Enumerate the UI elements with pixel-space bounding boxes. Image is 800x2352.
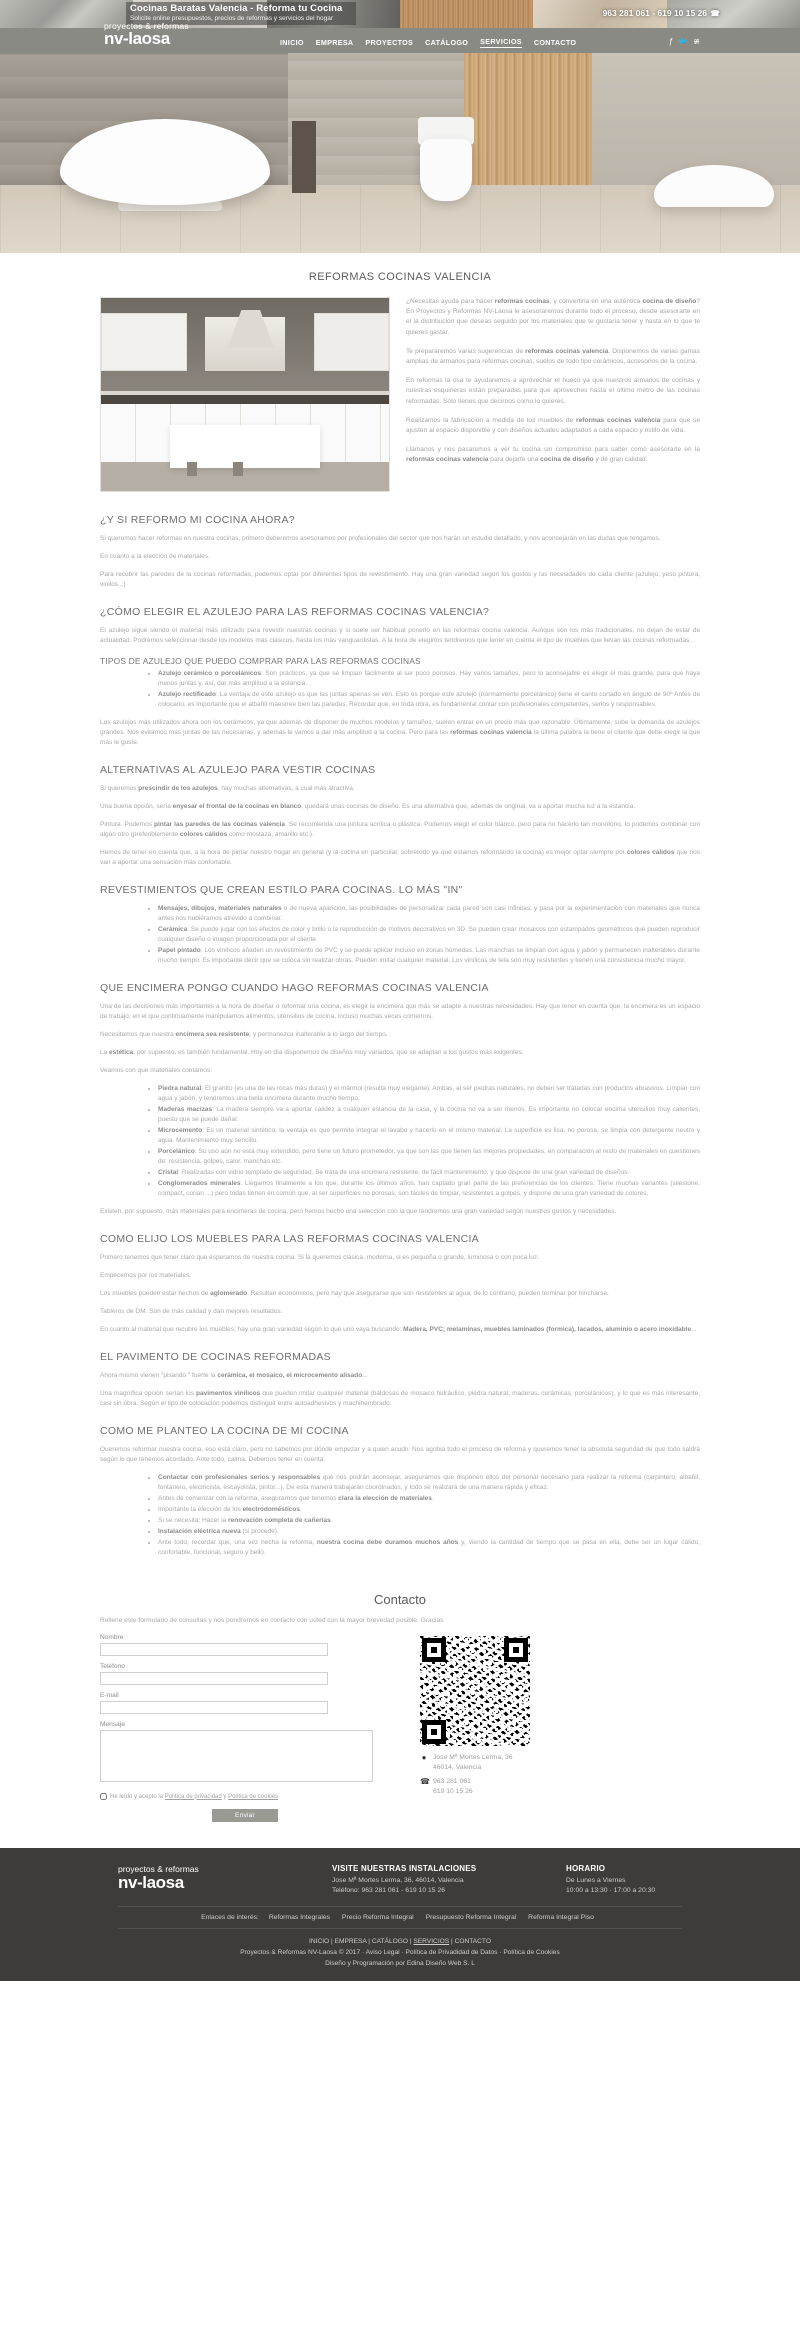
footer-copyright: Proyectos & Reformas NV-Laosa © 2017 · Aviso Legal · Política de Privadidad de Datos · Política de Cookies [240,1949,560,1956]
list-item: • Mensajes, dibujos, materiales naturales o de nueva aparición, las posibilidades de personalizar cada pared son casi infinitas, y pasa por la experimentación con materiales que nunca antes nos hubiéramos atrevido a combinar. [158,904,700,924]
section-paragraph: Hemos de tener en cuenta que, a la hora de pintar nuestro hogar en general (y la cocina en particular, sobretodo ya que estamos reformando la cocina) es mejor optar siempre por colores cálidos que nos van a aportar una sensación más confortable. [100,849,700,866]
list-item: • Ante todo, recordar que, una vez hecha la reforma, nuestra cocina debe duramos muchos años y, viendo la cantidad de tiempo que se pasa en ella, debe ser un lugar cálido, confortable, funcional, seguro y bello. [158,1538,700,1558]
section-heading: QUE ENCIMERA PONGO CUANDO HAGO REFORMAS COCINAS VALENCIA [100,982,489,994]
toilet-shape [420,139,472,201]
footer-link-reforma-piso[interactable]: Reforma Integral Piso [528,1914,594,1921]
qr-code [420,1636,530,1746]
section-paragraph: Veamos con que materiales contamos: [100,1067,213,1074]
banner-subtitle: Solicite online presupuestos, precios de reformas y servicios del hogar [130,15,334,22]
hero-bathroom-image [0,53,800,253]
cookie-policy-link[interactable]: Política de cookies [228,1793,279,1800]
address-text: Jose Mª Mortes Lerma, 36 [433,1754,513,1761]
footer-nav-servicios[interactable]: SERVICIOS [413,1938,450,1945]
list-item: • Cerámica: Se puede jugar con los efectos de color y brillo o la reproducción de motivos decorativos en 3D. Se pueden crear mosaicos con estampados geométricos que pueden reproducir cualquier diseño o imagen proporcionada por el cliente. [158,925,700,945]
list-item: • Azulejo cerámico o porcelánicos: Son prácticos, ya que se limpian fácilmente al ser poco porosos. Hay varios tamaños, pero lo aconsejable es elegir el más grande, para que haya menos juntas y, así, dar más amplitud a la estancia. [158,669,700,689]
contact-form [100,1634,390,1822]
list-item: • Importante la elección de los electrodomésticos. [158,1505,700,1515]
section-heading: COMO ELIJO LOS MUEBLES PARA LAS REFORMAS COCINAS VALENCIA [100,1233,480,1245]
input-nombre[interactable] [100,1643,328,1656]
label-email: E-mail [100,1692,119,1699]
consent-prefix: He leído y acepto la [110,1793,165,1800]
section-paragraph: Necesitamos que nuestra encimera sea resistente, y permanezca inalterable a lo largo del tiempo. [100,1031,388,1038]
site-header [0,21,800,53]
section-bullet-list [100,669,700,710]
nav-item-servicios[interactable]: SERVICIOS [480,37,522,46]
nav-item-empresa[interactable]: EMPRESA [315,38,354,47]
footer-logo[interactable] [118,1864,298,1896]
nav-item-catalogo[interactable]: CATÁLOGO [425,38,469,47]
contact-section [100,1592,700,1822]
section-paragraph: Los muebles pueden estar hechos de aglomerado. Resultan económicos, pero hay que asegurarse que son resistentes al agua, de lo contrario, pueden terminar por hincharse. [100,1290,609,1297]
list-item: • Papel pintado: Los vinílicos añaden un revestimiento de PVC y se puede aplicar incluso en zonas húmedas. Las manchas se limpian con agua y jabón y permanecen inalterables durante mucho tiempo. Es importante decir que se coloca sin realizar obras. Pueden imitar cualquier material. Los vinílicos de tela son muy resistentes y tienen una consistencia mucho mayor. [158,946,700,966]
list-item: • Piedra natural: El granito (es una de las rocas más duras) y el mármol (resulta muy elegante). Ambas, al ser piedras naturales, no deben ser tratadas con productos abrasivos. Limpiar con agua y jabón, y tendremos una bella encimera durante mucho tiempo. [158,1084,700,1104]
section-paragraph: Primero tenemos que tener claro que esperamos de nuestra cocina. Si la queremos clásica, moderna, si es pequeña o grande, luminosa o con poca luz. [100,1254,539,1261]
main-content [100,253,700,1822]
phone-icon: ☎ [710,9,720,18]
section-paragraph: Empecemos por los materiales. [100,1272,192,1279]
section-paragraph: Los azulejos más utilizados ahora son los cerámicos, ya que además de disponer de muchos modelos y tamaños, suelen entrar en un precio más que razonable. Últimamente, sube la demanda de azulejos grandes. Nos evitamos más juntas de las necesarias, y además le vamos a dar más amplitud a la cocina. Pero para las reformas cocinas valencia la última palabra la tiene el cliente que debe elegir la que más le guste. [100,719,700,746]
list-item: • Microcemento: Es un material sintético, la ventaja es que permite integrar el lavabo y hacerlo en el mismo material. La superficie es lisa, no porosa, se limpia con detergente neutro y agua. Mantenimiento muy sencillo. [158,1126,700,1146]
article-sections [100,514,700,1558]
footer-hours-line1: De Lunes a Viernes [566,1877,626,1884]
nav-item-inicio[interactable]: INICIO [280,38,304,47]
list-item: • Azulejo rectificado: La ventaja de este azulejo es que las juntas apenas se ven. Esto es porque este azulejo (normalmente porcelánico) tiene el canto cortado en ángulo de 90º Antes de colocarlo, es importante que el albañil maestree bien las paredes. Recordar que, en toda obra, es fundamental contar con profesionales competentes, serios y responsables. [158,690,700,710]
label-mensaje: Mensaje [100,1721,125,1728]
intro-block [100,297,700,492]
footer-bottom-nav: INICIO | EMPRESA | CATÁLOGO | SERVICIOS | CONTACTO [309,1938,491,1945]
consent-mid: y [221,1793,229,1800]
intro-paragraph: Te prepararemos varias sugerencias de reformas cocinas valencia. Disponemos de varias gamas amplias de armarios para reformas cocinas, suelos de todo tipo cerámicos, accesorios de la cocina. [406,347,700,366]
section-paragraph: En cuanto al material que recubre los muebles, hay una gran variedad según lo que uno vaya buscando: Madera, PVC; melaminas, muebles laminados (formica), lacados, aluminio o acero inoxidable... [100,1326,697,1333]
footer-links-label: Enlaces de interés: [201,1914,259,1921]
section-heading: ¿Y SI REFORMO MI COCINA AHORA? [100,514,295,526]
nav-item-contacto[interactable]: CONTACTO [533,38,577,47]
footer-bottom [100,1929,700,1969]
section-paragraph: El azulejo sigue siendo el material más utilizado para revestir nuestras cocinas y si suele ser habitual ponerlo en las reformas cocina valencia. Aunque son los más tradicionales, no dejan de estar de actualidad. Podremos seleccionar desde los modelos más clásicos, hasta los más vanguardistas. A la hora de elegirlos tendremos que tener en cuenta el tipo de muebles que llevan las cocinas reformadas. [100,627,700,644]
consent-checkbox[interactable] [100,1793,107,1800]
footer-link-reformas-integrales[interactable]: Reformas Integrales [268,1914,331,1921]
footer-hours-title: HORARIO [566,1864,606,1873]
list-item: • Antes de comenzar con la reforma, asegurarnos que tenemos clara la elección de materiales. [158,1494,700,1504]
footer-interest-links [100,1907,700,1928]
kitchen-photo [100,297,390,492]
address-city: 46014, Valencia [433,1764,482,1771]
footer-address-line2: Teléfono: 963 281 061 - 619 10 15 26 [332,1887,445,1894]
banner-phone-numbers[interactable] [603,8,720,18]
privacy-policy-link[interactable]: Política de privacidad [164,1793,222,1800]
footer-address-title: VISITE NUESTRAS INSTALACIONES [332,1864,477,1873]
site-footer [0,1848,800,1981]
logo-tagline: proyectos & reformas [104,21,189,31]
section-paragraph: La estética, por supuesto, es también fundamental. Hoy en día disponemos de diseños muy variados, que se adaptan a los gustos más exigentes. [100,1049,524,1056]
section-heading: ALTERNATIVAS AL AZULEJO PARA VESTIR COCINAS [100,764,376,776]
section-paragraph: Si queremos prescindir de los azulejos, hay muchas alternativas, a cual más atractiva. [100,785,355,792]
footer-hours-col [566,1864,655,1896]
footer-address-col [332,1864,532,1896]
footer-nav-contacto[interactable]: CONTACTO [454,1938,491,1945]
section-paragraph: Una magnífica opción serían los pavimentos vinílicos que pueden imitar cualquier material (baldosas de mosaico hidráulico, piedra natural, maderas, cerámicas, porcelánicos), y lo que es más interesante, casi sin obra. Según el tipo de colocación podemos distinguir entre autoadhesivos y machihembrado. [100,1390,700,1407]
section-subheading: TIPOS DE AZULEJO QUE PUEDO COMPRAR PARA LAS REFORMAS COCINAS [100,656,421,666]
list-item: • Conglomerados minerales: Llegamos finalmente a los que, durante los últimos años, han captado gran parte de las preferencias de los clientes. Tiene muchas variantes (silestone, compact, corian ...) pero todas tienen en común que, al ser superficies no porosas, son fáciles de limpiar, resistentes a golpes, y dispone de una gran variedad de colores. [158,1179,700,1199]
footer-credit: Diseño y Programación por Edina Diseño Web S. L [325,1960,475,1967]
section-paragraph: Si queremos hacer reformas en nuestra cocinas, primero deberemos asesoramos por profesionales del sector que nos harán un estudio detallado, y nos aconsejarán en las dudas que tengamos. [100,535,661,542]
phone-icon: ☎ [420,1777,430,1786]
label-telefono: Teléfono [100,1663,125,1670]
phone-line[interactable] [420,1777,700,1787]
social-links [669,37,700,46]
section-bullet-list [100,1473,700,1558]
contact-info [420,1634,700,1797]
section-heading: EL PAVIMENTO DE COCINAS REFORMADAS [100,1351,331,1363]
section-paragraph: Queremos reformar nuestra cocina, eso está claro, pero no sabemos por dónde empezar y a quien acudir. Nos agobia todo el proceso de reforma y queremos tener la absoluta seguridad de que todo saldrá según lo que tenemos acordado. Ante todo, calma. Debemos tener en cuenta: [100,1446,700,1463]
section-heading: ¿CÓMO ELEGIR EL AZULEJO PARA LAS REFORMAS COCINAS VALENCIA? [100,606,490,618]
section-paragraph: Pintura. Podemos pintar las paredes de las cocinas valencia. Se recomienda una pintura acrílica o plástica. Podemos elegir el color blanco, pero para no hacerlo tan monótono, lo podemos combinar con algún otro (preferiblemente colores cálidos como mostaza, amarillo etc.). [100,821,701,838]
input-telefono[interactable] [100,1672,328,1685]
input-email[interactable] [100,1701,328,1714]
section-paragraph: En cuanto a la elección de materiales. [100,553,210,560]
section-bullet-list [100,904,700,966]
list-item: • Porcelánico: Su uso aún no está muy extendido, pero tiene un futuro prometedor, ya que son las que tienen las mejores propiedades, en comparación al resto de materiales en cuestiones de: resistencia, golpes, calor, manchas etc. [158,1147,700,1167]
submit-button[interactable]: Enviar [212,1809,278,1822]
footer-logo-tagline: proyectos & reformas [118,1864,199,1874]
consent-text [110,1794,278,1800]
footer-hours-line2: 10:00 a 13:30 · 17:00 a 20:30 [566,1887,656,1894]
list-item: • Instalación eléctrica nueva (si procede). [158,1527,700,1537]
footer-address-line1: Jose Mª Mortes Lerma, 36, 46014, Valencia [332,1877,464,1884]
footer-nav-inicio[interactable]: INICIO [309,1938,330,1945]
phone-secondary[interactable]: 619 10 15 26 [433,1788,473,1795]
list-item: • Maderas macizas: La madera siempre va a aportar calidez a cualquier estancia de la casa, y la cocina no va a ser menos. Es importante no colocar encima utensilios muy calientes, puesto que se puede dañar. [158,1105,700,1125]
section-paragraph: Existen, por supuesto, más materiales para encimeras de cocina, pero hemos hecho una selección con la que tendremos una gran variedad según nuestros gustos y necesidades. [100,1208,617,1215]
banner-title: Cocinas Baratas Valencia - Reforma tu Cocina [130,3,343,14]
section-heading: REVESTIMIENTOS QUE CREAN ESTILO PARA COCINAS. LO MÁS "IN" [100,884,463,896]
label-nombre: Nombre [100,1634,124,1641]
list-item: • Cristal: Realizadas con vidrio templado de seguridad. Se trata de una encimera resistente, de fácil mantenimiento, y que dispone de una gran variedad de diseños. [158,1168,700,1178]
section-paragraph: Una buena opción, sería enyesar el frontal de la cocinas en blanco, quedará unas cocinas de diseño. Es una alternativa que, además de original, va a aportar mucha luz a la estancia. [100,803,636,810]
logo-wordmark: nv-laosa [104,29,170,48]
section-paragraph: Para recubrir las paredes de la cocinas reformadas, podemos optar por diferentes tipos de revestimiento. Hay una gran variedad según los gustos y las necesidades de cada cliente (azulejo, yeso pintura, vinilos...) [100,571,700,588]
section-paragraph: Una de las decisiones más importantes a la hora de diseñar o reformar una cocina, es elegir la encimera que más se adapte a nuestras necesidades. Hay que tener en cuenta que, la encimera es un espacio de trabajo, en el que continuamente manipulamos alimentos, utensilios de cocina, incluso muchas veces comemos. [100,1003,700,1020]
footer-link-presupuesto-reforma[interactable]: Presupuesto Reforma Integral [425,1914,517,1921]
contact-title: Contacto [373,1592,427,1607]
primary-nav [280,37,576,48]
nav-item-proyectos[interactable]: PROYECTOS [365,38,414,47]
intro-paragraph: ¿Necesitas ayuda para hacer reformas cocinas, y convertirla en una auténtica cocina de diseño? En Proyectos y Reformas NV-Laosa le asesoraremos durante todo el proceso, desde asesorarte en el la distribución que deseas seguido por los materiales que te gustaría tener y hasta en lo que te quieres gastar. [406,298,701,336]
intro-paragraph: En reformas la osa te ayudaremos a aprovechar el hueco ya que nuestros armarios de cocinas y nuestras esquineras están preparadas para que aproveches hasta el último metro de las cocinas reformadas. Sólo tienes que decirnos como lo quieres. [406,377,700,405]
phone-primary: 963 281 061 [433,1778,471,1785]
footer-link-precio-reforma[interactable]: Precio Reforma Integral [341,1914,414,1921]
rss-icon[interactable]: ≇ [693,37,700,46]
footer-nav-empresa[interactable]: EMPRESA [334,1938,367,1945]
intro-paragraph: Realizamos la fabricación a medida de los muebles de reformas cocinas valencia para que se ajusten al espacio disponible y con diseños actuales adaptados a cada espacio y estilo de vida. [406,416,700,435]
page-title: REFORMAS COCINAS VALENCIA [308,271,492,283]
intro-paragraph: Llámanos y nos pasaremos a ver tu cocina sin compromiso para saber como asesorarte en la reformas cocinas valencia para dejarte una cocina de diseño y de gran calidad. [406,446,700,464]
intro-text [406,297,700,475]
list-item: • Contactar con profesionales serios y responsables que nos podrán aconsejar, asegurarnos que disponen ellos del personal necesario para realizar la reforma (carpintero, albañil, fontanero, electricista, escayolista, pintor...). De esta manera trabajarán coordinados, y todo se realizará de una manera rápida y eficaz. [158,1473,700,1493]
section-heading: COMO ME PLANTEO LA COCINA DE MI COCINA [100,1425,349,1437]
footer-nav-catalogo[interactable]: CATÁLOGO [371,1938,408,1945]
list-item: • Si se necesita: Hacer la renovación completa de cañerías. [158,1516,700,1526]
section-paragraph: Ahora mismo vienen "pisando " fuerte la cerámica, el mosaico, el microcemento alisado... [100,1372,368,1379]
footer-logo-wordmark: nv-laosa [118,1873,184,1892]
facebook-icon[interactable]: ƒ [668,37,674,46]
contact-lead: Rellene este formulario de consultas y nos pondremos en contacto con usted con la mayor brevedad posible. Gracias [100,1617,444,1624]
section-paragraph: Tableros de DM. Son de más calidad y dan mejores resultados. [100,1308,283,1315]
section-bullet-list [100,1084,700,1199]
banner-phone-text: 963 281 061 - 619 10 15 26 [602,8,708,18]
site-logo[interactable] [104,22,189,47]
twitter-icon[interactable]: 🐦 [678,37,689,46]
map-pin-icon: ● [421,1753,427,1762]
consent-row [100,1793,390,1800]
address-line [420,1753,700,1763]
input-mensaje[interactable] [100,1730,373,1782]
